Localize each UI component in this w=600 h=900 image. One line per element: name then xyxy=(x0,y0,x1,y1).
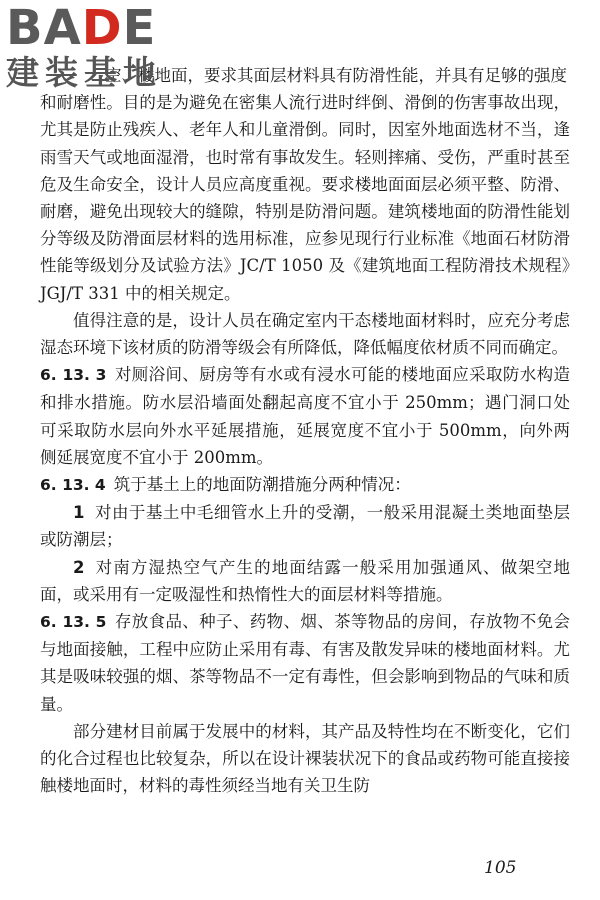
page-number: 105 xyxy=(484,858,517,878)
paragraph-note: 值得注意的是，设计人员在确定室内干态楼地面材料时，应充分考虑湿态环境下该材质的防滑等级会有所降低，降低幅度依材质不同而确定。 xyxy=(40,310,570,358)
clause-number: 6. 13. 3 xyxy=(40,366,107,385)
paragraph-continuation-lead: 空、楼地面，要求其面层材料具有防滑性能，并具有足够的强度 xyxy=(105,66,567,85)
watermark-subtitle: 建装基地 xyxy=(6,53,162,92)
list-item-text: 对由于基土中毛细管水上升的受潮，一般采用混凝土类地面垫层或防潮层； xyxy=(40,503,570,550)
clause-text: 筑于基土上的地面防潮措施分两种情况： xyxy=(113,475,411,495)
list-item xyxy=(40,554,570,608)
paragraph-explanation: 部分建材目前属于发展中的材料，其产品及特性均在不断变化，它们的化合过程也比较复杂，所以在设计裸装状况下的食品或药物可能直接接触楼地面时，材料的毒性须经当地有关卫生防 xyxy=(40,721,570,796)
clause-6-13-3 xyxy=(40,361,570,471)
list-item xyxy=(40,499,570,553)
clause-text: 对厕浴间、厨房等有水或有浸水可能的楼地面应采取防水构造和排水措施。防水层沿墙面处翻起高度不宜小于 250mm；遇门洞口处可采取防水层向外水平延展措施，延展宽度不宜小于 500mm，向外两侧延展宽度不宜小于 200mm。 xyxy=(40,365,570,467)
clause-number: 6. 13. 5 xyxy=(40,613,107,632)
watermark-brand: BADE xyxy=(6,0,157,56)
watermark-logo xyxy=(4,2,179,92)
clause-6-13-5 xyxy=(40,608,570,718)
page-body xyxy=(40,62,570,799)
clause-text: 存放食品、种子、药物、烟、茶等物品的房间，存放物不免会与地面接触，工程中应防止采用有毒、有害及散发异味的楼地面材料。尤其是吸味较强的烟、茶等物品不一定有毒性，但会影响到物品的气味和质量。 xyxy=(40,612,570,714)
list-item-text: 对南方湿热空气产生的地面结露一般采用加强通风、做架空地面，或采用有一定吸湿性和热惰性大的面层材料等措施。 xyxy=(40,557,570,604)
clause-6-13-4 xyxy=(40,471,570,499)
list-item-number: 1 xyxy=(73,503,85,523)
paragraph-continuation: 和耐磨性。目的是为避免在密集人流行进时绊倒、滑倒的伤害事故出现，尤其是防止残疾人、老年人和儿童滑倒。同时，因室外地面选材不当，逢雨雪天气或地面湿滑，也时常有事故发生。轻则摔痛、受伤，严重时甚至危及生命安全，设计人员应高度重视。要求楼地面面层必须平整、防滑、耐磨，避免出现较大的缝隙，特别是防滑问题。建筑楼地面的防滑性能划分等级及防滑面层材料的选用标准，应参见现行行业标准《地面石材防滑性能等级划分及试验方法》JC/T 1050 及《建筑地面工程防滑技术规程》JGJ/T 331 中的相关规定。 xyxy=(40,93,570,303)
clause-number: 6. 13. 4 xyxy=(40,476,106,495)
list-item-number: 2 xyxy=(73,557,85,577)
